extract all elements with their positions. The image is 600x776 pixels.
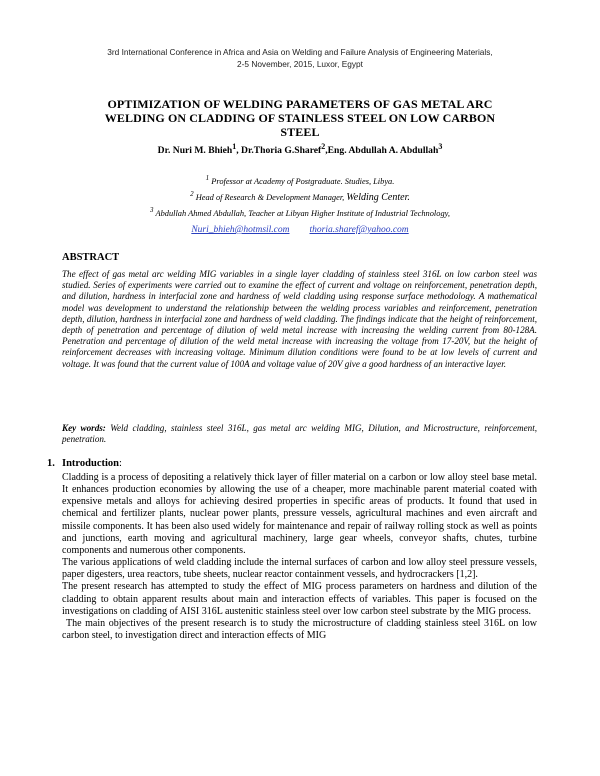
- author-sup: 2: [321, 142, 326, 151]
- author-name: Eng. Abdullah A. Abdullah: [327, 145, 439, 157]
- author-list: Dr. Nuri M. Bhieh$^1$, Dr.Thoria G.Sharef$^2$,Eng. Abdullah A. Abdullah$^3$: [157, 142, 443, 157]
- section-heading: [47, 458, 122, 469]
- abstract-heading: ABSTRACT: [62, 252, 120, 263]
- author-sup: 3: [438, 142, 443, 151]
- abstract-text: The effect of gas metal arc welding MIG variables in a single layer cladding of stainless steel 316L on low carbon steel was studied. Series of experiments were carried out to examine the effect of current and voltage on reinforcement, penetration depth, and dilution, hardness in interfacial zone and hardness of weld cladding using response surface methodology. A mathematical model was development to understand the relationship between the welding process variables and reinforcement, penetration depth, dilution, hardness in interfacial zone and hardness of weld cladding. The findings indicate that the height of reinforcement, depth of penetration and percentage of dilution of weld metal increase with increasing the welding current from 80-128A. Penetration and percentage of dilution of the weld metal increase with increasing the voltage from 17-20V, but the height of reinforcement decreases with increasing voltage. Minimum dilution conditions were found to be at low levels of current and voltage. It was found that the current value of 100A and voltage value of 20V give a good hardness of an interactive layer.: [62, 269, 537, 369]
- affiliation-3: $^3$ Abdullah Ahmed Abdullah, Teacher at Libyan Higher Institute of Industrial Technology,: [150, 205, 450, 218]
- author-name: Dr. Nuri M. Bhieh: [157, 145, 233, 157]
- paragraph: The various applications of weld cladding include the internal surfaces of carbon and low alloy steel pressure vessels, paper digesters, urea reactors, tube sheets, nuclear reactor containment vessels, and hydrocrackers [1,2].: [62, 557, 537, 581]
- affiliations: [110, 172, 490, 219]
- introduction-body: [62, 472, 537, 642]
- affiliation-1: $^1$ Professor at Academy of Postgraduate. Studies, Libya.: [205, 174, 395, 186]
- author-name: Dr.Thoria G.Sharef: [241, 145, 322, 157]
- email-link-2[interactable]: thoria.sharef@yahoo.com: [309, 225, 409, 235]
- conference-line-2: 2-5 November, 2015, Luxor, Egypt: [237, 58, 363, 69]
- keywords-label: Key words:: [62, 423, 106, 433]
- conference-line-1: 3rd International Conference in Africa and Asia on Welding and Failure Analysis of Engineering Materials,: [107, 47, 493, 57]
- keywords-text: Weld cladding, stainless steel 316L, gas metal arc welding MIG, Dilution, and Microstructure, reinforcement, penetration.: [62, 423, 537, 445]
- paper-title: OPTIMIZATION OF WELDING PARAMETERS OF GAS METAL ARC WELDING ON CLADDING OF STAINLESS STEEL ON LOW CARBON STEEL: [104, 97, 496, 139]
- paragraph: Cladding is a process of depositing a relatively thick layer of filler material on a carbon or low alloy steel base metal. It enhances production economies by allowing the use of a cheaper, more machinable parent material coated with expensive metals and alloys for achieving desired properties in specific areas of products. It found that used in chemical and fertilizer plants, nuclear power plants, pressure vessels, agricultural machines and even aircraft and missile components. It has been also used widely for maintenance and repair of railway rolling stock as well as points and junctions, earth moving and agricultural machinery, large gear wheels, conveyor shafts, chutes, turbine components and numerous other components.: [62, 472, 537, 556]
- section-colon: :: [119, 458, 122, 469]
- section-title: Introduction: [62, 458, 119, 469]
- author-sup: 1: [232, 142, 237, 151]
- paragraph: The present research has attempted to study the effect of MIG process parameters on hardness and dilution of the cladding to obtain apparent results about main and interaction effects of variables. This paper is focused on the investigations on cladding of AISI 316L austenitic stainless steel over low carbon steel substrate by the MIG process.: [62, 581, 537, 617]
- paragraph: The main objectives of the present research is to study the microstructure of cladding stainless steel 316L on low carbon steel, to investigation direct and interaction effects of MIG: [62, 617, 537, 642]
- affiliation-2: $^2$ Head of Research & Development Manager, Welding Center.: [190, 189, 410, 203]
- keywords: [62, 423, 537, 445]
- conference-header: [60, 47, 540, 70]
- email-links: [100, 224, 500, 236]
- section-number: 1.: [47, 458, 55, 469]
- email-link-1[interactable]: Nuri_bhieh@hotmsil.com: [191, 225, 290, 235]
